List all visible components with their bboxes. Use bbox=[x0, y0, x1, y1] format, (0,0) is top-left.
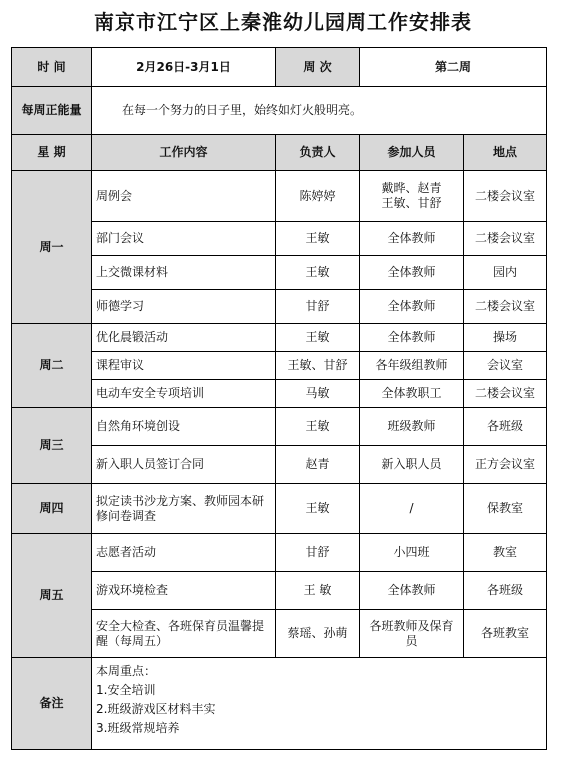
table-row bbox=[12, 256, 547, 290]
week-value: 第二周 bbox=[360, 48, 547, 87]
header-participants: 参加人员 bbox=[360, 135, 464, 171]
cell-location: 二楼会议室 bbox=[464, 380, 547, 408]
cell-content: 安全大检查、各班保育员温馨提醒（每周五） bbox=[92, 610, 276, 658]
notes-line: 3.班级常规培养 bbox=[96, 721, 180, 735]
header-day: 星 期 bbox=[12, 135, 92, 171]
cell-owner: 王敏 bbox=[276, 408, 360, 446]
day-label: 周五 bbox=[12, 534, 92, 658]
cell-content: 拟定读书沙龙方案、教师园本研修问卷调查 bbox=[92, 484, 276, 534]
day-label: 周四 bbox=[12, 484, 92, 534]
cell-content: 志愿者活动 bbox=[92, 534, 276, 572]
time-label: 时 间 bbox=[12, 48, 92, 87]
cell-owner: 甘舒 bbox=[276, 534, 360, 572]
cell-owner: 蔡瑶、孙萌 bbox=[276, 610, 360, 658]
notes-line: 1.安全培训 bbox=[96, 683, 156, 697]
cell-content: 新入职人员签订合同 bbox=[92, 446, 276, 484]
cell-participants: 全体教职工 bbox=[360, 380, 464, 408]
cell-content: 电动车安全专项培训 bbox=[92, 380, 276, 408]
table-row bbox=[12, 572, 547, 610]
cell-owner: 赵青 bbox=[276, 446, 360, 484]
page-title: 南京市江宁区上秦淮幼儿园周工作安排表 bbox=[94, 10, 472, 34]
cell-owner: 王敏 bbox=[276, 324, 360, 352]
notes-line: 2.班级游戏区材料丰实 bbox=[96, 702, 216, 716]
cell-participants: / bbox=[360, 484, 464, 534]
cell-owner: 王敏 bbox=[276, 484, 360, 534]
cell-content: 游戏环境检查 bbox=[92, 572, 276, 610]
energy-label: 每周正能量 bbox=[12, 87, 92, 135]
cell-participants: 戴晔、赵青 王敏、甘舒 bbox=[360, 171, 464, 222]
table-row bbox=[12, 352, 547, 380]
cell-location: 正方会议室 bbox=[464, 446, 547, 484]
cell-participants: 各班教师及保育员 bbox=[360, 610, 464, 658]
header-location: 地点 bbox=[464, 135, 547, 171]
notes-line: 本周重点： bbox=[96, 664, 157, 678]
notes-label: 备注 bbox=[12, 658, 92, 750]
table-row bbox=[12, 484, 547, 534]
cell-participants: 全体教师 bbox=[360, 290, 464, 324]
table-row bbox=[12, 408, 547, 446]
schedule-table bbox=[11, 47, 547, 750]
cell-content: 周例会 bbox=[92, 171, 276, 222]
table-row bbox=[12, 290, 547, 324]
table-row bbox=[12, 380, 547, 408]
cell-participants: 全体教师 bbox=[360, 324, 464, 352]
cell-participants: 小四班 bbox=[360, 534, 464, 572]
cell-participants: 各年级组教师 bbox=[360, 352, 464, 380]
cell-location: 园内 bbox=[464, 256, 547, 290]
header-owner: 负责人 bbox=[276, 135, 360, 171]
cell-owner: 马敏 bbox=[276, 380, 360, 408]
table-row bbox=[12, 324, 547, 352]
cell-content: 优化晨锻活动 bbox=[92, 324, 276, 352]
cell-location: 二楼会议室 bbox=[464, 290, 547, 324]
cell-participants: 班级教师 bbox=[360, 408, 464, 446]
cell-content: 课程审议 bbox=[92, 352, 276, 380]
cell-participants: 全体教师 bbox=[360, 222, 464, 256]
cell-location: 会议室 bbox=[464, 352, 547, 380]
cell-content: 部门会议 bbox=[92, 222, 276, 256]
cell-location: 保教室 bbox=[464, 484, 547, 534]
notes-body bbox=[92, 658, 547, 750]
cell-participants: 全体教师 bbox=[360, 572, 464, 610]
cell-owner: 王敏、甘舒 bbox=[276, 352, 360, 380]
cell-participants: 全体教师 bbox=[360, 256, 464, 290]
week-label: 周 次 bbox=[276, 48, 360, 87]
cell-location: 教室 bbox=[464, 534, 547, 572]
cell-content: 上交微课材料 bbox=[92, 256, 276, 290]
cell-location: 各班级 bbox=[464, 408, 547, 446]
cell-content: 自然角环境创设 bbox=[92, 408, 276, 446]
cell-location: 各班教室 bbox=[464, 610, 547, 658]
notes-row bbox=[12, 658, 547, 750]
cell-location: 二楼会议室 bbox=[464, 171, 547, 222]
cell-owner: 甘舒 bbox=[276, 290, 360, 324]
cell-owner: 陈婷婷 bbox=[276, 171, 360, 222]
day-label: 周一 bbox=[12, 171, 92, 324]
day-label: 周二 bbox=[12, 324, 92, 408]
table-row bbox=[12, 446, 547, 484]
cell-owner: 王敏 bbox=[276, 222, 360, 256]
energy-text: 在每一个努力的日子里，始终如灯火般明亮。 bbox=[92, 87, 547, 135]
cell-owner: 王敏 bbox=[276, 256, 360, 290]
cell-participants: 新入职人员 bbox=[360, 446, 464, 484]
cell-content: 师德学习 bbox=[92, 290, 276, 324]
cell-location: 操场 bbox=[464, 324, 547, 352]
table-row bbox=[12, 222, 547, 256]
cell-owner: 王 敏 bbox=[276, 572, 360, 610]
table-row bbox=[12, 610, 547, 658]
time-value: 2月26日-3月1日 bbox=[92, 48, 276, 87]
cell-location: 各班级 bbox=[464, 572, 547, 610]
table-row bbox=[12, 171, 547, 222]
header-content: 工作内容 bbox=[92, 135, 276, 171]
cell-location: 二楼会议室 bbox=[464, 222, 547, 256]
day-label: 周三 bbox=[12, 408, 92, 484]
table-row bbox=[12, 534, 547, 572]
